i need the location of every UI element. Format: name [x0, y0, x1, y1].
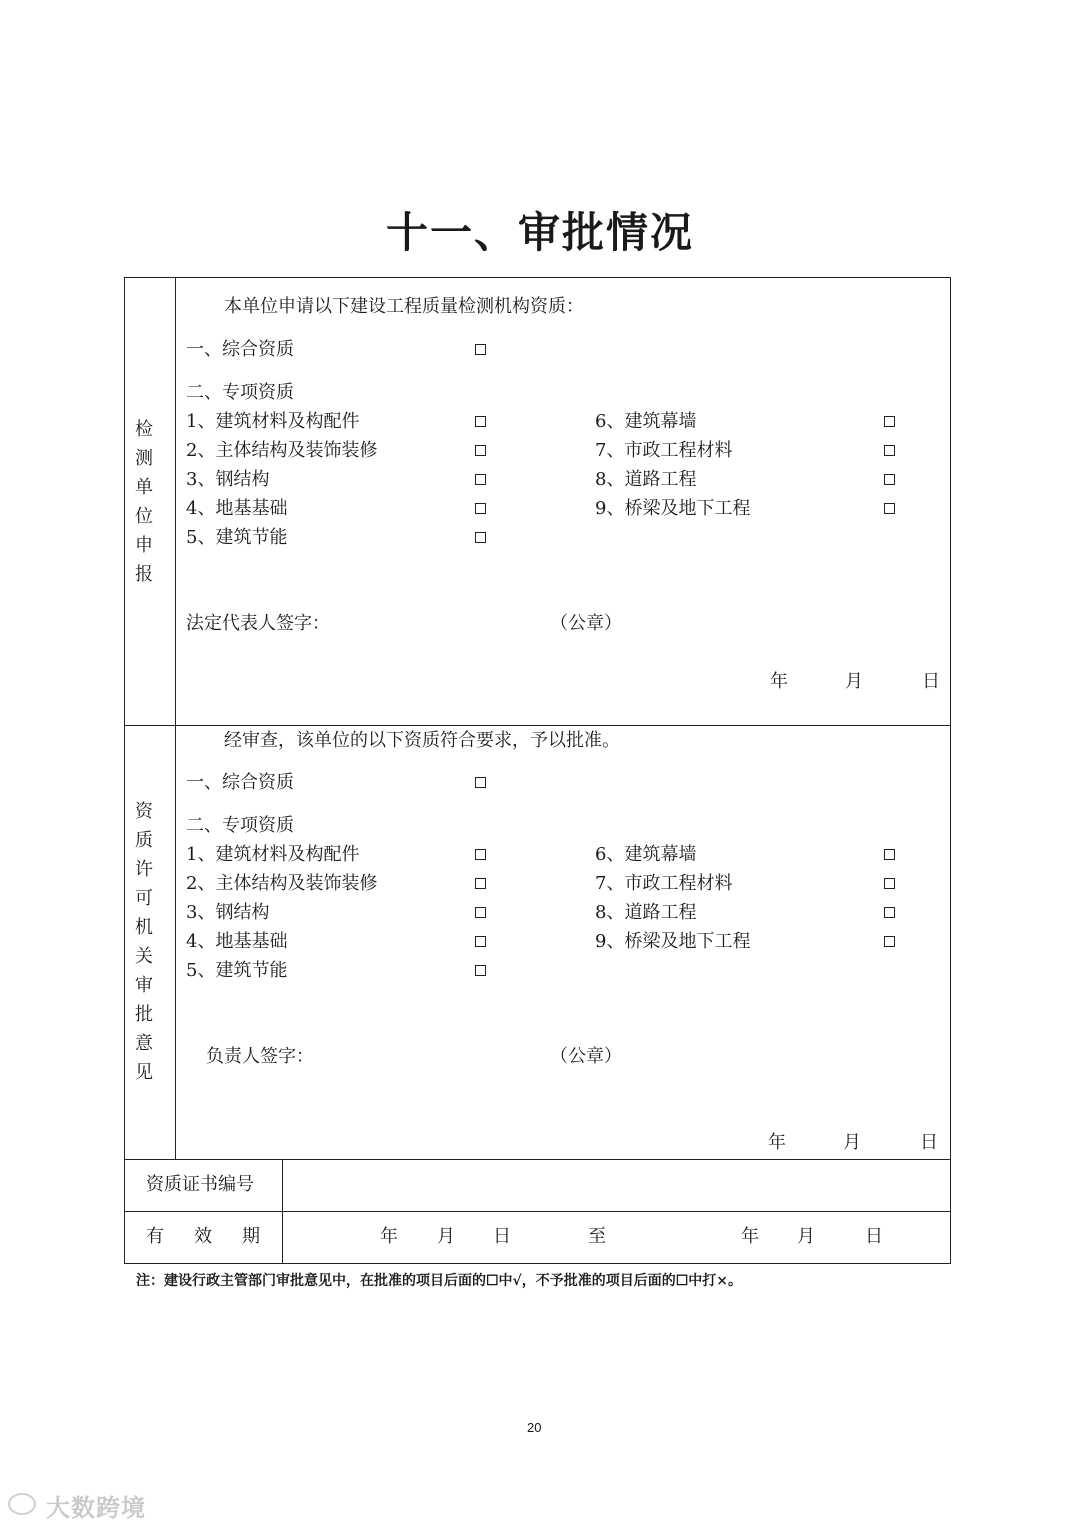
list-item: 7、市政工程材料 [595, 873, 733, 894]
date-day: 日 [920, 1132, 938, 1153]
list-item: 2、主体结构及装饰装修 [186, 440, 378, 461]
list-item: 7、市政工程材料 [595, 440, 733, 461]
checkbox-item[interactable] [475, 416, 486, 427]
special-header: 二、专项资质 [186, 382, 294, 403]
list-item: 3、钢结构 [186, 469, 270, 490]
list-item: 5、建筑节能 [186, 527, 288, 548]
signature-label: 负责人签字： [206, 1046, 314, 1067]
intro-text: 本单位申请以下建设工程质量检测机构资质： [224, 296, 584, 317]
comprehensive-label: 一、综合资质 [186, 339, 294, 360]
page-number: 20 [527, 1420, 542, 1435]
watermark-text: 大数跨境 [46, 1494, 146, 1522]
list-item: 3、钢结构 [186, 902, 270, 923]
date-year: 年 [770, 671, 788, 692]
checkbox-item[interactable] [475, 965, 486, 976]
checkbox-item[interactable] [475, 936, 486, 947]
watermark-logo-icon [8, 1493, 36, 1515]
intro-text: 经审查，该单位的以下资质符合要求，予以批准。 [224, 730, 620, 751]
checkbox-item[interactable] [475, 907, 486, 918]
checkbox-item[interactable] [475, 878, 486, 889]
list-item: 9、桥梁及地下工程 [595, 931, 751, 952]
seal-label: （公章） [550, 613, 622, 634]
list-item: 8、道路工程 [595, 902, 697, 923]
column-divider [175, 277, 176, 1159]
section-divider [124, 1159, 951, 1160]
list-item: 1、建筑材料及构配件 [186, 844, 360, 865]
date-day: 日 [922, 671, 940, 692]
section-label-approval: 资 质 许 可 机 关 审 批 意 见 [135, 801, 153, 1083]
signature-label: 法定代表人签字： [186, 613, 330, 634]
table-border-top [124, 277, 951, 278]
list-item: 8、道路工程 [595, 469, 697, 490]
checkbox-item[interactable] [884, 474, 895, 485]
list-item: 5、建筑节能 [186, 960, 288, 981]
checkbox-item[interactable] [884, 849, 895, 860]
column-divider [282, 1159, 283, 1263]
checkbox-item[interactable] [475, 532, 486, 543]
date-year: 年 [768, 1132, 786, 1153]
comprehensive-label: 一、综合资质 [186, 772, 294, 793]
checkbox-comprehensive[interactable] [475, 344, 486, 355]
validity-to-year: 年 [741, 1226, 759, 1247]
list-item: 4、地基基础 [186, 498, 288, 519]
validity-from-month: 月 [437, 1226, 455, 1247]
checkbox-item[interactable] [475, 503, 486, 514]
section-divider [124, 1211, 951, 1212]
validity-to-month: 月 [797, 1226, 815, 1247]
certificate-number-label: 资质证书编号 [146, 1174, 254, 1195]
page-title: 十一、审批情况 [385, 208, 694, 257]
list-item: 2、主体结构及装饰装修 [186, 873, 378, 894]
checkbox-item[interactable] [884, 936, 895, 947]
seal-label: （公章） [550, 1046, 622, 1067]
checkbox-item[interactable] [884, 878, 895, 889]
checkbox-comprehensive[interactable] [475, 777, 486, 788]
validity-to-word: 至 [588, 1226, 606, 1247]
section-divider [124, 725, 951, 726]
table-border-bottom [124, 1263, 951, 1264]
checkbox-item[interactable] [475, 849, 486, 860]
table-border-left [124, 277, 125, 1263]
footnote: 注：建设行政主管部门审批意见中，在批准的项目后面的☐中√，不予批准的项目后面的☐中打×。 [136, 1273, 743, 1289]
list-item: 6、建筑幕墙 [595, 844, 697, 865]
list-item: 9、桥梁及地下工程 [595, 498, 751, 519]
special-header: 二、专项资质 [186, 815, 294, 836]
checkbox-item[interactable] [884, 445, 895, 456]
list-item: 6、建筑幕墙 [595, 411, 697, 432]
section-label-applicant: 检 测 单 位 申 报 [135, 419, 153, 585]
validity-from-day: 日 [493, 1226, 511, 1247]
validity-from-year: 年 [380, 1226, 398, 1247]
checkbox-item[interactable] [475, 474, 486, 485]
checkbox-item[interactable] [884, 416, 895, 427]
date-month: 月 [843, 1132, 861, 1153]
date-month: 月 [845, 671, 863, 692]
checkbox-item[interactable] [884, 907, 895, 918]
checkbox-item[interactable] [884, 503, 895, 514]
list-item: 4、地基基础 [186, 931, 288, 952]
validity-to-day: 日 [865, 1226, 883, 1247]
list-item: 1、建筑材料及构配件 [186, 411, 360, 432]
certificate-number-value[interactable] [300, 1174, 930, 1196]
checkbox-item[interactable] [475, 445, 486, 456]
table-border-right [950, 277, 951, 1263]
